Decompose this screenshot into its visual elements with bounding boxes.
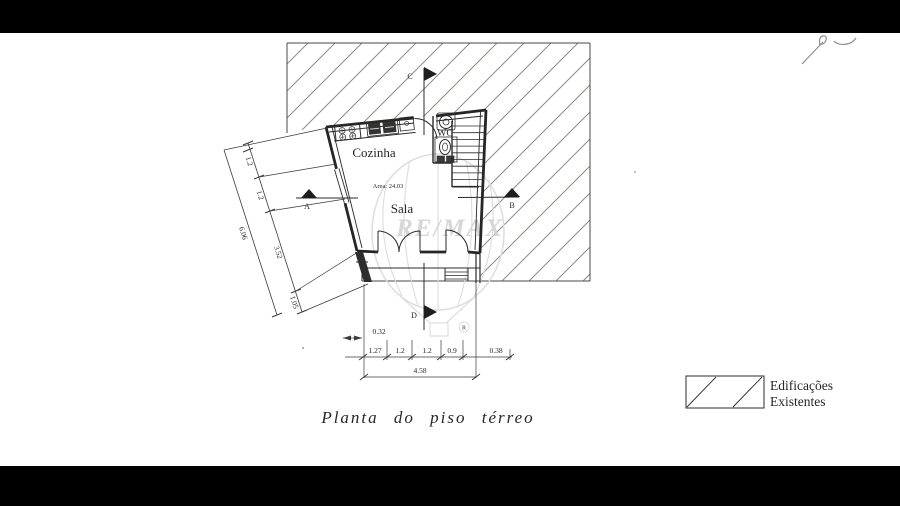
- scan-speck: [302, 347, 304, 349]
- room-label-wc: WC: [436, 128, 454, 139]
- letterbox-bar-top: [0, 0, 900, 33]
- letterbox-bar-bottom: [0, 466, 900, 506]
- dim-bottom-5: 0.38: [489, 346, 503, 355]
- drawing-caption: Planta do piso térreo: [321, 408, 535, 427]
- watermark-r-symbol: R: [461, 325, 467, 332]
- dim-bottom-4: 0.9: [447, 346, 457, 355]
- section-label-b: B: [509, 201, 515, 210]
- legend-hatch-box: [686, 376, 764, 408]
- section-label-a: A: [304, 202, 310, 211]
- dim-left-1: 1.2: [243, 155, 256, 168]
- dim-bottom-total: 4.58: [413, 366, 427, 375]
- room-label-sala: Sala: [390, 201, 414, 216]
- section-label-d: D: [411, 311, 417, 320]
- scan-speck: [634, 171, 636, 173]
- dim-left-4: 1.05: [288, 294, 301, 310]
- dim-bottom-1: 1.27: [368, 346, 382, 355]
- dim-left-3: 3.52: [272, 244, 285, 260]
- watermark-text: RE/MAX: [396, 215, 504, 242]
- dim-step-offset: 0.32: [372, 327, 386, 336]
- dim-left-total: 6.06: [237, 225, 250, 241]
- area-note: Area: 24.03: [372, 183, 404, 190]
- section-label-c: C: [407, 72, 413, 81]
- legend: [686, 376, 833, 409]
- legend-line1: Edificações: [770, 378, 833, 393]
- room-label-cozinha: Cozinha: [352, 145, 396, 160]
- dim-bottom-2: 1.2: [395, 346, 405, 355]
- dim-left-2: 1.2: [254, 189, 267, 202]
- dim-bottom-3: 1.2: [422, 346, 432, 355]
- legend-line2: Existentes: [770, 394, 826, 409]
